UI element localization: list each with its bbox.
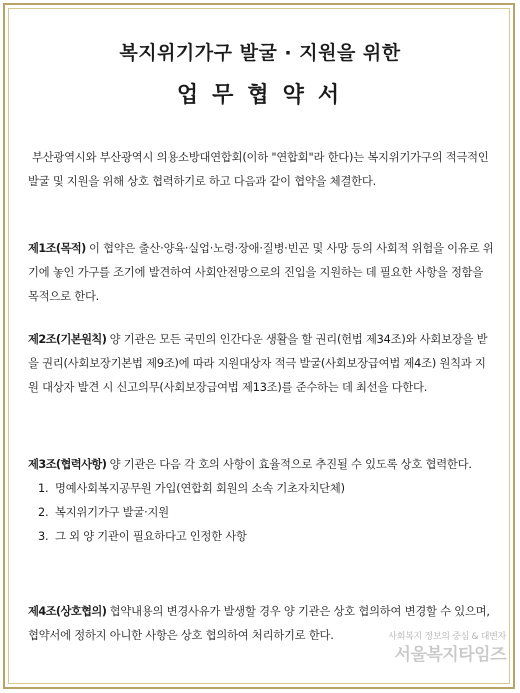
- list-item-number: 3.: [38, 530, 49, 543]
- intro-paragraph: 부산광역시와 부산광역시 의용소방대연합회(이하 "연합회"라 한다)는 복지위기가구의 적극적인 발굴 및 지원을 위해 상호 협력하기로 하고 다음과 같이 협약을 체결한다.: [28, 151, 489, 188]
- list-item: [28, 525, 496, 549]
- list-item-number: 2.: [38, 506, 49, 519]
- article-4-text: 협약내용의 변경사유가 발생할 경우 양 기관은 상호 협의하여 변경할 수 있으며, 협약서에 정하지 아니한 사항은 상호 협의하여 처리하기로 한다.: [28, 605, 490, 642]
- article-3: [28, 453, 496, 549]
- watermark-logo-text: 서울복지타임즈: [394, 645, 506, 665]
- document-subtitle: 업무협약서: [176, 83, 354, 108]
- watermark-tagline: 사회복지 정보의 중심 & 대변자: [388, 632, 506, 642]
- list-item-number: 1.: [38, 482, 49, 495]
- article-2: [28, 328, 496, 400]
- article-4-heading: 제4조(상호협의): [28, 605, 107, 618]
- article-2-heading: 제2조(기본원칙): [28, 333, 107, 346]
- list-item-text: 그 외 양 기관이 필요하다고 인정한 사항: [55, 530, 247, 543]
- article-3-list: [28, 477, 496, 549]
- publisher-watermark: [388, 632, 506, 667]
- article-3-heading: 제3조(협력사항): [28, 458, 107, 471]
- list-item: [28, 477, 496, 501]
- list-item-text: 명예사회복지공무원 가입(연합회 회원의 소속 기초자치단체): [55, 482, 345, 495]
- list-item-text: 복지위기가구 발굴·지원: [55, 506, 169, 519]
- article-1-heading: 제1조(목적): [28, 242, 86, 255]
- article-3-text: 양 기관은 다음 각 호의 사항이 효율적으로 추진될 수 있도록 상호 협력한다.: [106, 458, 472, 471]
- article-1: [28, 237, 496, 309]
- article-1-text: 이 협약은 출산·양육·실업·노령·장애·질병·빈곤 및 사망 등의 사회적 위험을 이유로 위기에 놓인 가구를 조기에 발견하여 사회안전망으로의 진입을 지원하는 데 필요한 사항을 정함을 목적으로 한다.: [28, 242, 494, 303]
- list-item: [28, 501, 496, 525]
- article-2-text: 양 기관은 모든 국민의 인간다운 생활을 할 권리(헌법 제34조)와 사회보장을 받을 권리(사회보장기본법 제9조)에 따라 지원대상자 적극 발굴(사회보장급여법 제4조) 원칙과 지원 대상자 발견 시 신고의무(사회보장급여법 제13조)를 준수하는 데 최선을 다한다.: [28, 333, 488, 394]
- document-title: 복지위기가구 발굴 · 지원을 위한: [119, 42, 401, 64]
